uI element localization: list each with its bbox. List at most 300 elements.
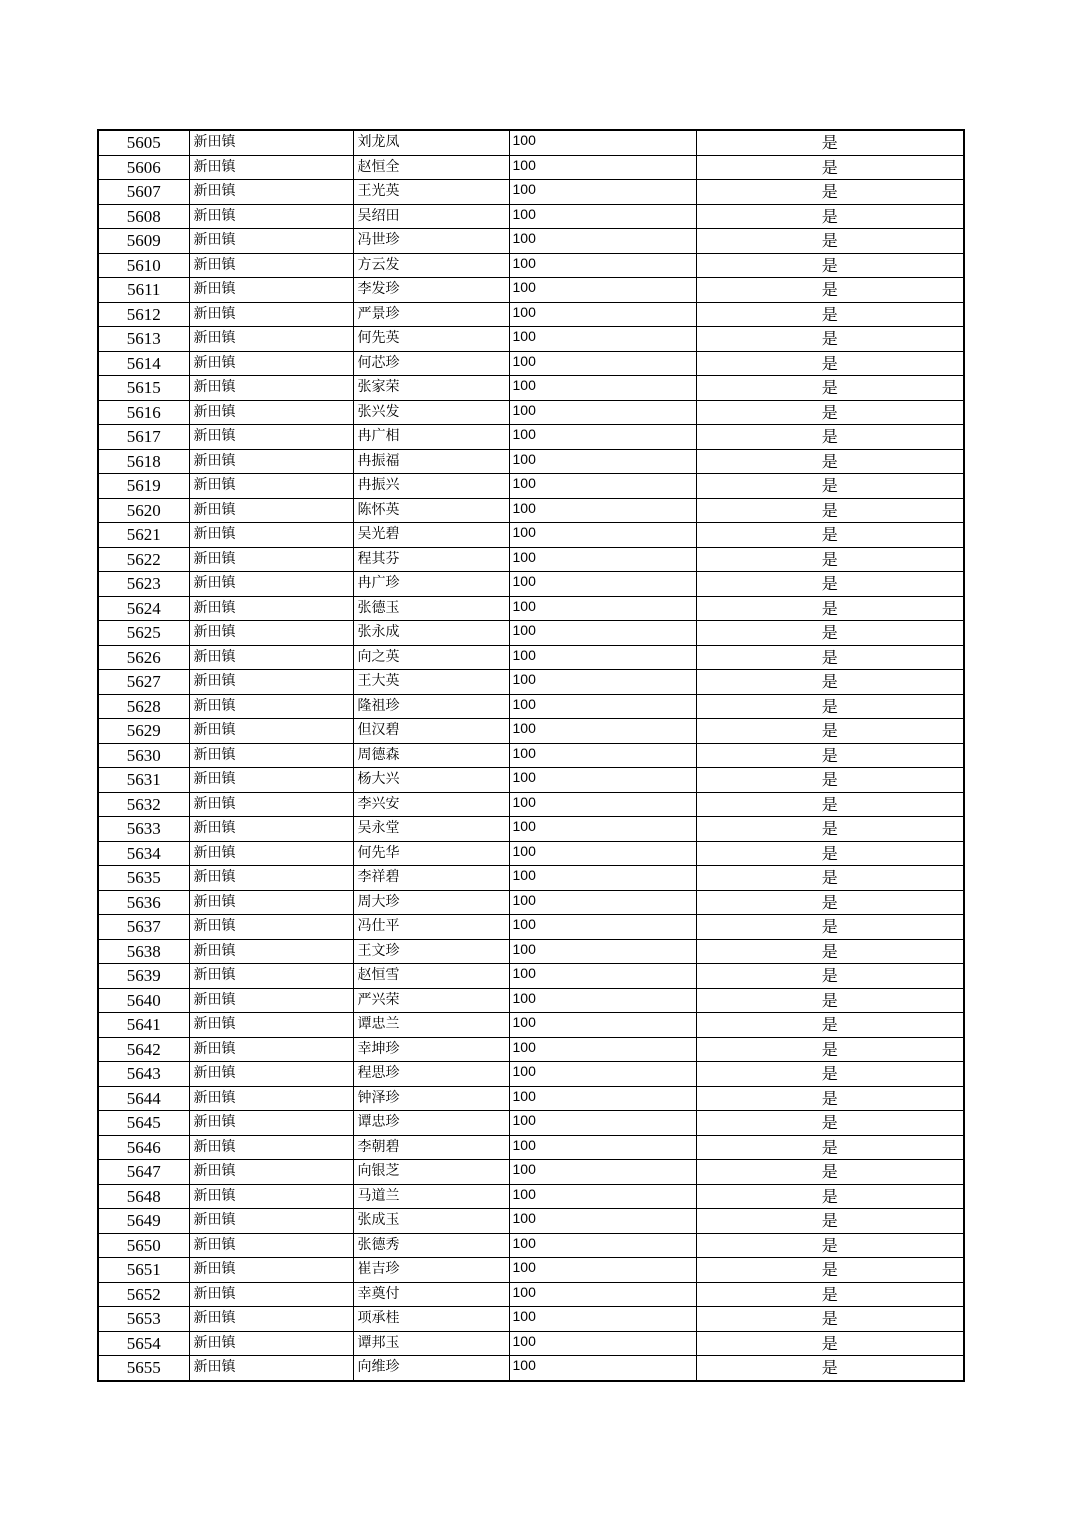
row-number-cell: 5644 — [98, 1086, 189, 1111]
row-number-cell: 5637 — [98, 915, 189, 940]
flag-cell: 是 — [696, 474, 964, 499]
town-cell: 新田镇 — [189, 278, 353, 303]
town-cell: 新田镇 — [189, 523, 353, 548]
town-cell: 新田镇 — [189, 645, 353, 670]
row-number-cell: 5611 — [98, 278, 189, 303]
table-row — [98, 351, 964, 376]
row-number-cell: 5633 — [98, 817, 189, 842]
amount-cell: 100 — [509, 376, 696, 401]
table-row — [98, 621, 964, 646]
person-name-cell: 向银芝 — [353, 1160, 509, 1185]
person-name-cell: 刘龙凤 — [353, 130, 509, 155]
amount-cell: 100 — [509, 498, 696, 523]
table-row — [98, 302, 964, 327]
table-row — [98, 204, 964, 229]
amount-cell: 100 — [509, 1209, 696, 1234]
row-number-cell: 5635 — [98, 866, 189, 891]
row-number-cell: 5624 — [98, 596, 189, 621]
row-number-cell: 5610 — [98, 253, 189, 278]
amount-cell: 100 — [509, 670, 696, 695]
town-cell: 新田镇 — [189, 792, 353, 817]
flag-cell: 是 — [696, 351, 964, 376]
amount-cell: 100 — [509, 743, 696, 768]
flag-cell: 是 — [696, 841, 964, 866]
person-name-cell: 严兴荣 — [353, 988, 509, 1013]
person-name-cell: 张家荣 — [353, 376, 509, 401]
town-cell: 新田镇 — [189, 1184, 353, 1209]
person-name-cell: 隆祖珍 — [353, 694, 509, 719]
person-name-cell: 何先英 — [353, 327, 509, 352]
table-row — [98, 890, 964, 915]
person-name-cell: 钟泽珍 — [353, 1086, 509, 1111]
town-cell: 新田镇 — [189, 768, 353, 793]
table-row — [98, 1282, 964, 1307]
table-row — [98, 988, 964, 1013]
amount-cell: 100 — [509, 474, 696, 499]
person-name-cell: 王大英 — [353, 670, 509, 695]
town-cell: 新田镇 — [189, 130, 353, 155]
row-number-cell: 5607 — [98, 180, 189, 205]
flag-cell: 是 — [696, 425, 964, 450]
person-name-cell: 杨大兴 — [353, 768, 509, 793]
amount-cell: 100 — [509, 278, 696, 303]
row-number-cell: 5643 — [98, 1062, 189, 1087]
amount-cell: 100 — [509, 719, 696, 744]
table-row — [98, 155, 964, 180]
table-row — [98, 547, 964, 572]
town-cell: 新田镇 — [189, 719, 353, 744]
town-cell: 新田镇 — [189, 694, 353, 719]
person-name-cell: 陈怀英 — [353, 498, 509, 523]
table-body — [98, 130, 964, 1381]
table-row — [98, 1331, 964, 1356]
person-name-cell: 吴绍田 — [353, 204, 509, 229]
row-number-cell: 5608 — [98, 204, 189, 229]
table-row — [98, 719, 964, 744]
row-number-cell: 5631 — [98, 768, 189, 793]
table-row — [98, 1135, 964, 1160]
row-number-cell: 5625 — [98, 621, 189, 646]
town-cell: 新田镇 — [189, 229, 353, 254]
person-name-cell: 李朝碧 — [353, 1135, 509, 1160]
table-row — [98, 327, 964, 352]
amount-cell: 100 — [509, 866, 696, 891]
person-name-cell: 谭忠兰 — [353, 1013, 509, 1038]
person-name-cell: 方云发 — [353, 253, 509, 278]
amount-cell: 100 — [509, 1184, 696, 1209]
person-name-cell: 何芯珍 — [353, 351, 509, 376]
person-name-cell: 李祥碧 — [353, 866, 509, 891]
row-number-cell: 5652 — [98, 1282, 189, 1307]
table-row — [98, 229, 964, 254]
town-cell: 新田镇 — [189, 155, 353, 180]
person-name-cell: 周德森 — [353, 743, 509, 768]
person-name-cell: 赵恒雪 — [353, 964, 509, 989]
flag-cell: 是 — [696, 1062, 964, 1087]
row-number-cell: 5606 — [98, 155, 189, 180]
town-cell: 新田镇 — [189, 817, 353, 842]
person-name-cell: 严景珍 — [353, 302, 509, 327]
row-number-cell: 5623 — [98, 572, 189, 597]
flag-cell: 是 — [696, 1331, 964, 1356]
table-row — [98, 1160, 964, 1185]
person-name-cell: 张永成 — [353, 621, 509, 646]
amount-cell: 100 — [509, 253, 696, 278]
person-name-cell: 王光英 — [353, 180, 509, 205]
amount-cell: 100 — [509, 915, 696, 940]
row-number-cell: 5648 — [98, 1184, 189, 1209]
table-row — [98, 596, 964, 621]
table-row — [98, 376, 964, 401]
row-number-cell: 5646 — [98, 1135, 189, 1160]
flag-cell: 是 — [696, 400, 964, 425]
amount-cell: 100 — [509, 645, 696, 670]
row-number-cell: 5636 — [98, 890, 189, 915]
town-cell: 新田镇 — [189, 890, 353, 915]
town-cell: 新田镇 — [189, 743, 353, 768]
table-row — [98, 1037, 964, 1062]
table-row — [98, 1233, 964, 1258]
flag-cell: 是 — [696, 1258, 964, 1283]
person-name-cell: 赵恒全 — [353, 155, 509, 180]
flag-cell: 是 — [696, 498, 964, 523]
person-name-cell: 李兴安 — [353, 792, 509, 817]
row-number-cell: 5619 — [98, 474, 189, 499]
row-number-cell: 5655 — [98, 1356, 189, 1381]
row-number-cell: 5651 — [98, 1258, 189, 1283]
flag-cell: 是 — [696, 572, 964, 597]
row-number-cell: 5632 — [98, 792, 189, 817]
flag-cell: 是 — [696, 915, 964, 940]
town-cell: 新田镇 — [189, 1209, 353, 1234]
town-cell: 新田镇 — [189, 327, 353, 352]
table-row — [98, 1356, 964, 1381]
table-row — [98, 939, 964, 964]
amount-cell: 100 — [509, 768, 696, 793]
town-cell: 新田镇 — [189, 939, 353, 964]
row-number-cell: 5622 — [98, 547, 189, 572]
flag-cell: 是 — [696, 1356, 964, 1381]
amount-cell: 100 — [509, 1307, 696, 1332]
table-row — [98, 841, 964, 866]
table-row — [98, 474, 964, 499]
table-row — [98, 964, 964, 989]
person-name-cell: 王文珍 — [353, 939, 509, 964]
person-name-cell: 何先华 — [353, 841, 509, 866]
person-name-cell: 谭忠珍 — [353, 1111, 509, 1136]
flag-cell: 是 — [696, 645, 964, 670]
table-row — [98, 645, 964, 670]
row-number-cell: 5620 — [98, 498, 189, 523]
person-name-cell: 张兴发 — [353, 400, 509, 425]
flag-cell: 是 — [696, 694, 964, 719]
town-cell: 新田镇 — [189, 1233, 353, 1258]
table-row — [98, 792, 964, 817]
amount-cell: 100 — [509, 327, 696, 352]
row-number-cell: 5654 — [98, 1331, 189, 1356]
person-name-cell: 李发珍 — [353, 278, 509, 303]
table-row — [98, 915, 964, 940]
row-number-cell: 5615 — [98, 376, 189, 401]
row-number-cell: 5634 — [98, 841, 189, 866]
person-name-cell: 冯仕平 — [353, 915, 509, 940]
town-cell: 新田镇 — [189, 572, 353, 597]
town-cell: 新田镇 — [189, 547, 353, 572]
table-row — [98, 866, 964, 891]
row-number-cell: 5614 — [98, 351, 189, 376]
flag-cell: 是 — [696, 890, 964, 915]
table-row — [98, 1184, 964, 1209]
flag-cell: 是 — [696, 1135, 964, 1160]
flag-cell: 是 — [696, 719, 964, 744]
amount-cell: 100 — [509, 890, 696, 915]
amount-cell: 100 — [509, 988, 696, 1013]
flag-cell: 是 — [696, 596, 964, 621]
amount-cell: 100 — [509, 351, 696, 376]
person-name-cell: 冯世珍 — [353, 229, 509, 254]
flag-cell: 是 — [696, 768, 964, 793]
person-name-cell: 冉振兴 — [353, 474, 509, 499]
row-number-cell: 5627 — [98, 670, 189, 695]
amount-cell: 100 — [509, 964, 696, 989]
flag-cell: 是 — [696, 988, 964, 1013]
amount-cell: 100 — [509, 1258, 696, 1283]
town-cell: 新田镇 — [189, 1307, 353, 1332]
town-cell: 新田镇 — [189, 1258, 353, 1283]
amount-cell: 100 — [509, 180, 696, 205]
person-name-cell: 张德玉 — [353, 596, 509, 621]
flag-cell: 是 — [696, 180, 964, 205]
town-cell: 新田镇 — [189, 988, 353, 1013]
town-cell: 新田镇 — [189, 1086, 353, 1111]
amount-cell: 100 — [509, 155, 696, 180]
person-name-cell: 张德秀 — [353, 1233, 509, 1258]
town-cell: 新田镇 — [189, 1282, 353, 1307]
person-name-cell: 冉广珍 — [353, 572, 509, 597]
town-cell: 新田镇 — [189, 498, 353, 523]
amount-cell: 100 — [509, 1111, 696, 1136]
town-cell: 新田镇 — [189, 670, 353, 695]
town-cell: 新田镇 — [189, 621, 353, 646]
amount-cell: 100 — [509, 400, 696, 425]
person-name-cell: 冉振福 — [353, 449, 509, 474]
flag-cell: 是 — [696, 1160, 964, 1185]
person-name-cell: 吴永堂 — [353, 817, 509, 842]
row-number-cell: 5642 — [98, 1037, 189, 1062]
amount-cell: 100 — [509, 547, 696, 572]
flag-cell: 是 — [696, 229, 964, 254]
table-row — [98, 768, 964, 793]
row-number-cell: 5628 — [98, 694, 189, 719]
flag-cell: 是 — [696, 743, 964, 768]
row-number-cell: 5638 — [98, 939, 189, 964]
flag-cell: 是 — [696, 376, 964, 401]
town-cell: 新田镇 — [189, 964, 353, 989]
person-name-cell: 幸坤珍 — [353, 1037, 509, 1062]
row-number-cell: 5621 — [98, 523, 189, 548]
flag-cell: 是 — [696, 1037, 964, 1062]
row-number-cell: 5653 — [98, 1307, 189, 1332]
amount-cell: 100 — [509, 1160, 696, 1185]
table-row — [98, 1062, 964, 1087]
town-cell: 新田镇 — [189, 1062, 353, 1087]
table-row — [98, 180, 964, 205]
town-cell: 新田镇 — [189, 915, 353, 940]
flag-cell: 是 — [696, 327, 964, 352]
flag-cell: 是 — [696, 817, 964, 842]
table-row — [98, 425, 964, 450]
flag-cell: 是 — [696, 621, 964, 646]
row-number-cell: 5626 — [98, 645, 189, 670]
person-name-cell: 程思珍 — [353, 1062, 509, 1087]
table-row — [98, 400, 964, 425]
person-name-cell: 张成玉 — [353, 1209, 509, 1234]
amount-cell: 100 — [509, 572, 696, 597]
person-name-cell: 崔吉珍 — [353, 1258, 509, 1283]
flag-cell: 是 — [696, 523, 964, 548]
town-cell: 新田镇 — [189, 1331, 353, 1356]
amount-cell: 100 — [509, 1331, 696, 1356]
person-name-cell: 幸奠付 — [353, 1282, 509, 1307]
town-cell: 新田镇 — [189, 376, 353, 401]
amount-cell: 100 — [509, 694, 696, 719]
row-number-cell: 5639 — [98, 964, 189, 989]
table-row — [98, 1013, 964, 1038]
flag-cell: 是 — [696, 253, 964, 278]
row-number-cell: 5605 — [98, 130, 189, 155]
amount-cell: 100 — [509, 449, 696, 474]
flag-cell: 是 — [696, 939, 964, 964]
amount-cell: 100 — [509, 1233, 696, 1258]
table-row — [98, 1258, 964, 1283]
flag-cell: 是 — [696, 792, 964, 817]
person-name-cell: 吴光碧 — [353, 523, 509, 548]
table-row — [98, 1209, 964, 1234]
amount-cell: 100 — [509, 792, 696, 817]
table-row — [98, 1111, 964, 1136]
flag-cell: 是 — [696, 547, 964, 572]
amount-cell: 100 — [509, 1135, 696, 1160]
table-row — [98, 498, 964, 523]
row-number-cell: 5629 — [98, 719, 189, 744]
amount-cell: 100 — [509, 302, 696, 327]
amount-cell: 100 — [509, 1356, 696, 1381]
flag-cell: 是 — [696, 1307, 964, 1332]
amount-cell: 100 — [509, 841, 696, 866]
table-row — [98, 817, 964, 842]
row-number-cell: 5649 — [98, 1209, 189, 1234]
town-cell: 新田镇 — [189, 1160, 353, 1185]
table-row — [98, 130, 964, 155]
flag-cell: 是 — [696, 1209, 964, 1234]
amount-cell: 100 — [509, 817, 696, 842]
town-cell: 新田镇 — [189, 253, 353, 278]
table-row — [98, 694, 964, 719]
person-name-cell: 马道兰 — [353, 1184, 509, 1209]
flag-cell: 是 — [696, 1282, 964, 1307]
flag-cell: 是 — [696, 1184, 964, 1209]
amount-cell: 100 — [509, 939, 696, 964]
town-cell: 新田镇 — [189, 596, 353, 621]
flag-cell: 是 — [696, 964, 964, 989]
amount-cell: 100 — [509, 425, 696, 450]
town-cell: 新田镇 — [189, 351, 353, 376]
amount-cell: 100 — [509, 1013, 696, 1038]
flag-cell: 是 — [696, 302, 964, 327]
amount-cell: 100 — [509, 130, 696, 155]
row-number-cell: 5641 — [98, 1013, 189, 1038]
row-number-cell: 5645 — [98, 1111, 189, 1136]
person-name-cell: 谭邦玉 — [353, 1331, 509, 1356]
town-cell: 新田镇 — [189, 204, 353, 229]
table-row — [98, 253, 964, 278]
row-number-cell: 5650 — [98, 1233, 189, 1258]
row-number-cell: 5609 — [98, 229, 189, 254]
person-name-cell: 周大珍 — [353, 890, 509, 915]
row-number-cell: 5616 — [98, 400, 189, 425]
table-row — [98, 572, 964, 597]
person-name-cell: 程其芬 — [353, 547, 509, 572]
person-name-cell: 向之英 — [353, 645, 509, 670]
town-cell: 新田镇 — [189, 400, 353, 425]
person-name-cell: 项承桂 — [353, 1307, 509, 1332]
amount-cell: 100 — [509, 1282, 696, 1307]
row-number-cell: 5647 — [98, 1160, 189, 1185]
flag-cell: 是 — [696, 449, 964, 474]
town-cell: 新田镇 — [189, 841, 353, 866]
flag-cell: 是 — [696, 204, 964, 229]
row-number-cell: 5613 — [98, 327, 189, 352]
flag-cell: 是 — [696, 670, 964, 695]
person-name-cell: 冉广相 — [353, 425, 509, 450]
town-cell: 新田镇 — [189, 474, 353, 499]
town-cell: 新田镇 — [189, 1135, 353, 1160]
town-cell: 新田镇 — [189, 1037, 353, 1062]
town-cell: 新田镇 — [189, 302, 353, 327]
table-row — [98, 670, 964, 695]
town-cell: 新田镇 — [189, 866, 353, 891]
town-cell: 新田镇 — [189, 1111, 353, 1136]
amount-cell: 100 — [509, 523, 696, 548]
amount-cell: 100 — [509, 1086, 696, 1111]
table-row — [98, 743, 964, 768]
town-cell: 新田镇 — [189, 425, 353, 450]
town-cell: 新田镇 — [189, 180, 353, 205]
town-cell: 新田镇 — [189, 1356, 353, 1381]
flag-cell: 是 — [696, 130, 964, 155]
row-number-cell: 5640 — [98, 988, 189, 1013]
town-cell: 新田镇 — [189, 449, 353, 474]
amount-cell: 100 — [509, 1062, 696, 1087]
town-cell: 新田镇 — [189, 1013, 353, 1038]
data-table — [97, 129, 965, 1382]
row-number-cell: 5617 — [98, 425, 189, 450]
table-row — [98, 1086, 964, 1111]
table-row — [98, 1307, 964, 1332]
row-number-cell: 5612 — [98, 302, 189, 327]
table-row — [98, 278, 964, 303]
flag-cell: 是 — [696, 155, 964, 180]
amount-cell: 100 — [509, 204, 696, 229]
person-name-cell: 向维珍 — [353, 1356, 509, 1381]
flag-cell: 是 — [696, 1013, 964, 1038]
flag-cell: 是 — [696, 1111, 964, 1136]
flag-cell: 是 — [696, 866, 964, 891]
flag-cell: 是 — [696, 1086, 964, 1111]
amount-cell: 100 — [509, 596, 696, 621]
amount-cell: 100 — [509, 1037, 696, 1062]
flag-cell: 是 — [696, 278, 964, 303]
